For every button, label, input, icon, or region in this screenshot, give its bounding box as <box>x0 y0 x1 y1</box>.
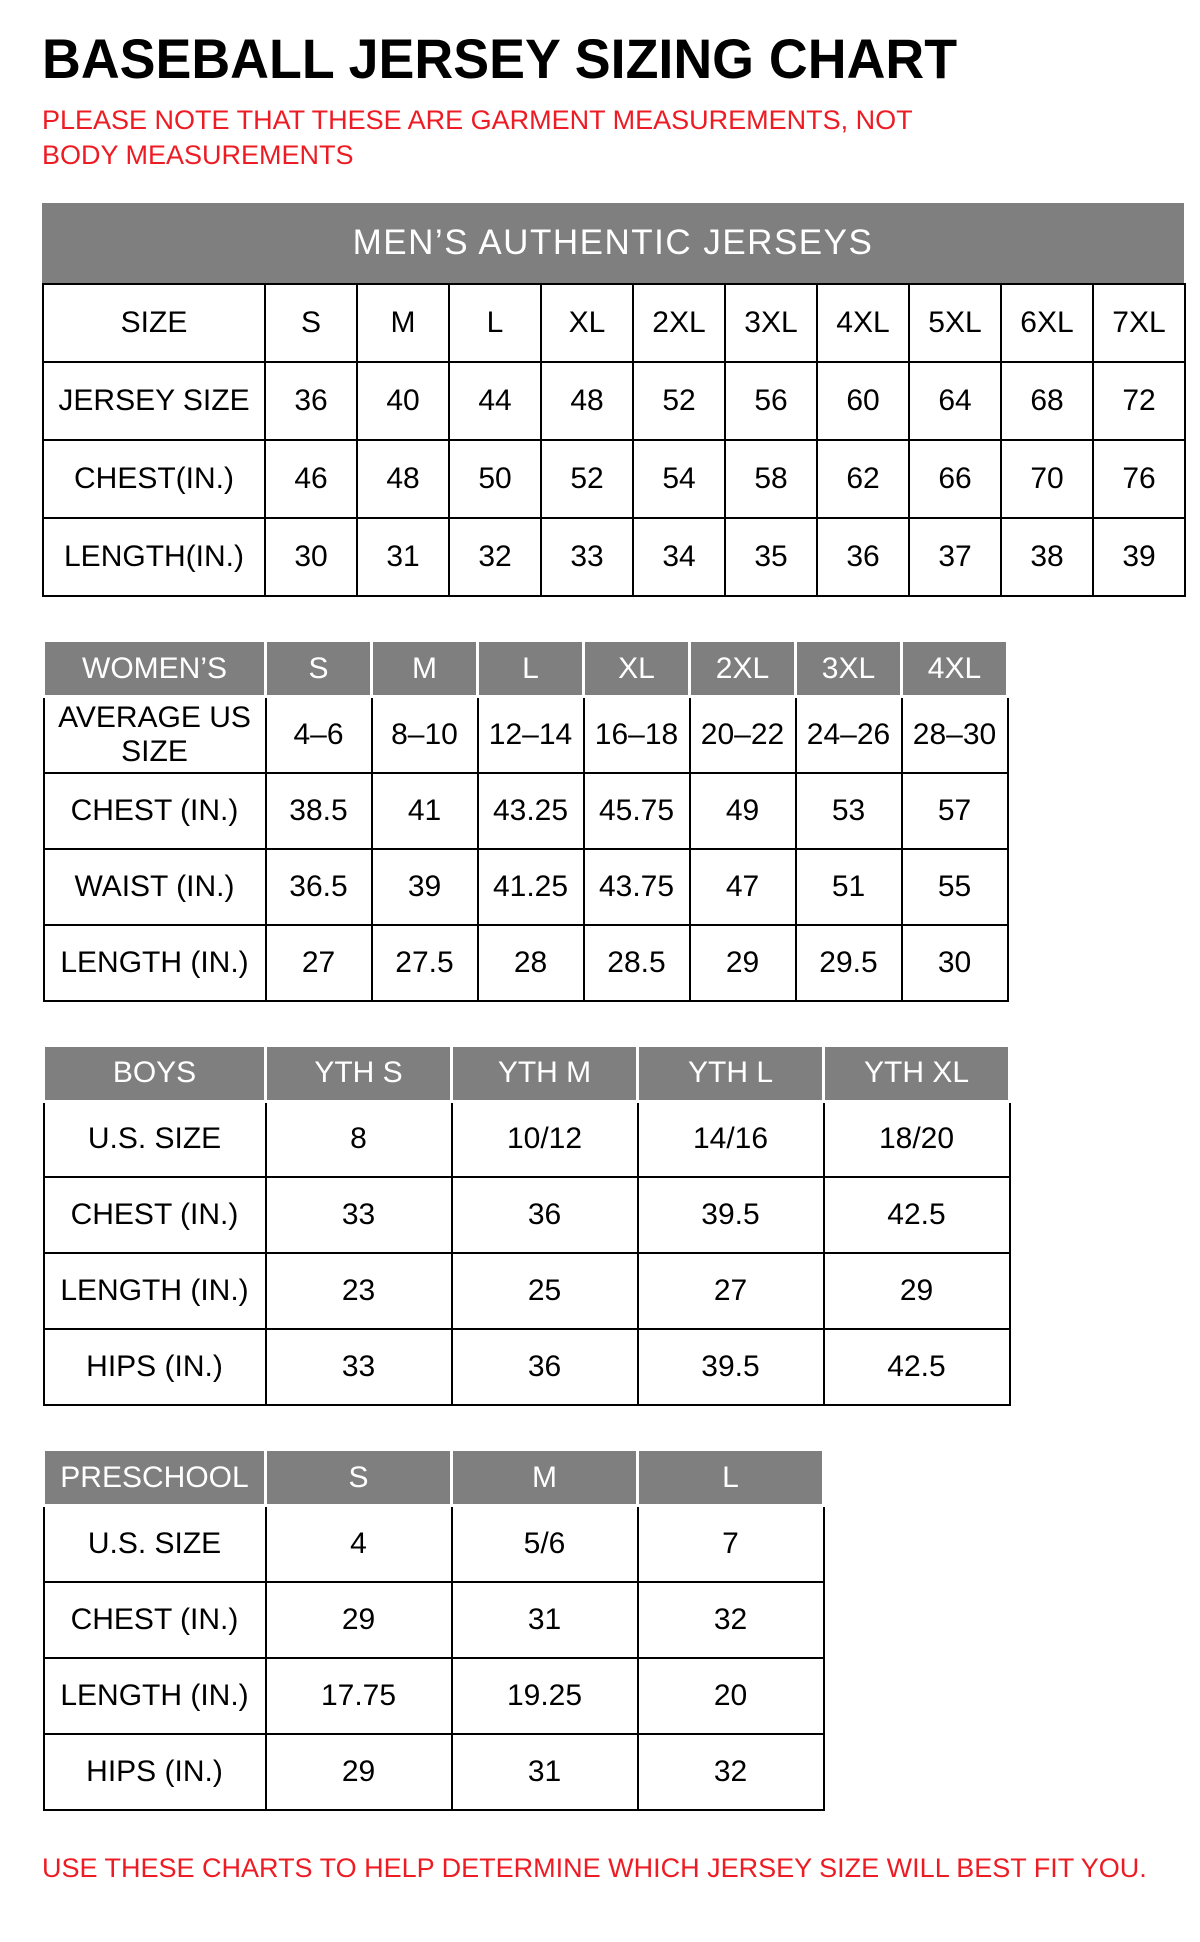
size-column-header: YTH M <box>452 1045 638 1101</box>
size-value-cell: 32 <box>449 518 541 596</box>
header-row <box>44 1450 824 1506</box>
size-value-cell: 42.5 <box>824 1329 1010 1405</box>
size-value-cell: 20–22 <box>690 697 796 773</box>
row-label: U.S. SIZE <box>44 1506 266 1582</box>
size-column-header: M <box>452 1450 638 1506</box>
size-value-cell: 19.25 <box>452 1658 638 1734</box>
table-row <box>44 1329 1010 1405</box>
size-value-cell: 48 <box>541 362 633 440</box>
size-value-cell: 39.5 <box>638 1329 824 1405</box>
table-row <box>44 697 1008 773</box>
size-value-cell: 56 <box>725 362 817 440</box>
size-value-cell: 58 <box>725 440 817 518</box>
size-value-cell: 60 <box>817 362 909 440</box>
garment-measurements-note: PLEASE NOTE THAT THESE ARE GARMENT MEASUREMENTS, NOT BODY MEASUREMENTS <box>42 105 913 171</box>
size-value-cell: 36 <box>452 1329 638 1405</box>
size-value-cell: 68 <box>1001 362 1093 440</box>
size-value-cell: 54 <box>633 440 725 518</box>
size-column-header: S <box>265 284 357 362</box>
size-value-cell: 53 <box>796 773 902 849</box>
mens-table-section <box>42 203 1184 597</box>
size-value-cell: 12–14 <box>478 697 584 773</box>
size-value-cell: 33 <box>541 518 633 596</box>
size-value-cell: 72 <box>1093 362 1185 440</box>
size-value-cell: 31 <box>452 1582 638 1658</box>
size-value-cell: 20 <box>638 1658 824 1734</box>
row-label: U.S. SIZE <box>44 1101 266 1177</box>
size-value-cell: 49 <box>690 773 796 849</box>
size-value-cell: 14/16 <box>638 1101 824 1177</box>
size-value-cell: 35 <box>725 518 817 596</box>
row-label: LENGTH (IN.) <box>44 925 266 1001</box>
size-value-cell: 51 <box>796 849 902 925</box>
boys-sizing-table <box>42 1044 1011 1407</box>
row-label: AVERAGE US SIZE <box>44 697 266 773</box>
preschool-sizing-table <box>42 1448 825 1811</box>
size-value-cell: 55 <box>902 849 1008 925</box>
size-value-cell: 36.5 <box>266 849 372 925</box>
mens-sizing-table <box>42 283 1186 597</box>
size-value-cell: 38 <box>1001 518 1093 596</box>
size-value-cell: 39 <box>372 849 478 925</box>
size-column-header: YTH L <box>638 1045 824 1101</box>
size-column-header: 4XL <box>817 284 909 362</box>
size-value-cell: 32 <box>638 1582 824 1658</box>
table-row <box>43 518 1185 596</box>
size-value-cell: 34 <box>633 518 725 596</box>
table-row <box>44 925 1008 1001</box>
table-row <box>44 1506 824 1582</box>
size-value-cell: 36 <box>452 1177 638 1253</box>
size-value-cell: 29.5 <box>796 925 902 1001</box>
size-value-cell: 27.5 <box>372 925 478 1001</box>
size-value-cell: 62 <box>817 440 909 518</box>
size-value-cell: 42.5 <box>824 1177 1010 1253</box>
size-value-cell: 18/20 <box>824 1101 1010 1177</box>
size-value-cell: 64 <box>909 362 1001 440</box>
size-column-header: 2XL <box>633 284 725 362</box>
size-value-cell: 29 <box>824 1253 1010 1329</box>
row-label: LENGTH(IN.) <box>43 518 265 596</box>
size-column-header: 3XL <box>725 284 817 362</box>
size-column-header: M <box>357 284 449 362</box>
size-value-cell: 33 <box>266 1177 452 1253</box>
size-value-cell: 30 <box>265 518 357 596</box>
size-column-header: XL <box>541 284 633 362</box>
table-row <box>44 1658 824 1734</box>
size-value-cell: 39.5 <box>638 1177 824 1253</box>
womens-sizing-table <box>42 639 1009 1002</box>
table-row <box>44 1177 1010 1253</box>
size-value-cell: 8–10 <box>372 697 478 773</box>
preschool-table-section <box>42 1448 822 1811</box>
table-name-cell: WOMEN’S <box>44 641 266 697</box>
size-value-cell: 41.25 <box>478 849 584 925</box>
size-column-header: 4XL <box>902 641 1008 697</box>
size-value-cell: 4–6 <box>266 697 372 773</box>
header-row <box>43 284 1185 362</box>
size-value-cell: 29 <box>266 1734 452 1810</box>
size-value-cell: 17.75 <box>266 1658 452 1734</box>
row-label: CHEST (IN.) <box>44 773 266 849</box>
table-name-cell: SIZE <box>43 284 265 362</box>
table-row <box>43 362 1185 440</box>
size-value-cell: 36 <box>265 362 357 440</box>
table-name-cell: PRESCHOOL <box>44 1450 266 1506</box>
size-value-cell: 43.75 <box>584 849 690 925</box>
mens-table-banner: MEN’S AUTHENTIC JERSEYS <box>42 203 1184 283</box>
size-column-header: 5XL <box>909 284 1001 362</box>
size-value-cell: 31 <box>452 1734 638 1810</box>
size-value-cell: 40 <box>357 362 449 440</box>
row-label: WAIST (IN.) <box>44 849 266 925</box>
boys-table-section <box>42 1044 1008 1407</box>
size-value-cell: 30 <box>902 925 1008 1001</box>
row-label: CHEST (IN.) <box>44 1177 266 1253</box>
size-value-cell: 52 <box>633 362 725 440</box>
size-column-header: L <box>478 641 584 697</box>
row-label: CHEST (IN.) <box>44 1582 266 1658</box>
size-value-cell: 25 <box>452 1253 638 1329</box>
size-value-cell: 37 <box>909 518 1001 596</box>
table-row <box>44 773 1008 849</box>
size-value-cell: 16–18 <box>584 697 690 773</box>
row-label: HIPS (IN.) <box>44 1734 266 1810</box>
table-name-cell: BOYS <box>44 1045 266 1101</box>
size-value-cell: 31 <box>357 518 449 596</box>
table-row <box>44 1582 824 1658</box>
table-row <box>43 440 1185 518</box>
size-value-cell: 10/12 <box>452 1101 638 1177</box>
size-column-header: M <box>372 641 478 697</box>
size-value-cell: 4 <box>266 1506 452 1582</box>
size-value-cell: 38.5 <box>266 773 372 849</box>
size-column-header: 3XL <box>796 641 902 697</box>
size-value-cell: 47 <box>690 849 796 925</box>
size-value-cell: 70 <box>1001 440 1093 518</box>
size-value-cell: 7 <box>638 1506 824 1582</box>
size-value-cell: 27 <box>266 925 372 1001</box>
size-column-header: YTH S <box>266 1045 452 1101</box>
row-label: LENGTH (IN.) <box>44 1253 266 1329</box>
header-row <box>44 641 1008 697</box>
size-value-cell: 52 <box>541 440 633 518</box>
size-value-cell: 45.75 <box>584 773 690 849</box>
size-value-cell: 66 <box>909 440 1001 518</box>
size-column-header: S <box>266 641 372 697</box>
row-label: HIPS (IN.) <box>44 1329 266 1405</box>
size-value-cell: 23 <box>266 1253 452 1329</box>
size-value-cell: 28–30 <box>902 697 1008 773</box>
size-value-cell: 44 <box>449 362 541 440</box>
row-label: LENGTH (IN.) <box>44 1658 266 1734</box>
size-value-cell: 28 <box>478 925 584 1001</box>
size-value-cell: 5/6 <box>452 1506 638 1582</box>
page-title: BASEBALL JERSEY SIZING CHART <box>42 27 958 90</box>
table-row <box>44 1101 1010 1177</box>
row-label: JERSEY SIZE <box>43 362 265 440</box>
size-value-cell: 39 <box>1093 518 1185 596</box>
size-value-cell: 48 <box>357 440 449 518</box>
size-value-cell: 33 <box>266 1329 452 1405</box>
size-value-cell: 46 <box>265 440 357 518</box>
size-column-header: YTH XL <box>824 1045 1010 1101</box>
size-value-cell: 41 <box>372 773 478 849</box>
size-column-header: S <box>266 1450 452 1506</box>
size-column-header: L <box>449 284 541 362</box>
size-value-cell: 76 <box>1093 440 1185 518</box>
footer-note: USE THESE CHARTS TO HELP DETERMINE WHICH JERSEY SIZE WILL BEST FIT YOU. <box>42 1852 1147 1883</box>
size-value-cell: 43.25 <box>478 773 584 849</box>
size-column-header: XL <box>584 641 690 697</box>
size-value-cell: 32 <box>638 1734 824 1810</box>
womens-table-section <box>42 639 1006 1002</box>
size-value-cell: 27 <box>638 1253 824 1329</box>
header-row <box>44 1045 1010 1101</box>
size-value-cell: 29 <box>266 1582 452 1658</box>
size-value-cell: 57 <box>902 773 1008 849</box>
size-value-cell: 8 <box>266 1101 452 1177</box>
size-column-header: L <box>638 1450 824 1506</box>
size-column-header: 2XL <box>690 641 796 697</box>
size-value-cell: 24–26 <box>796 697 902 773</box>
size-value-cell: 36 <box>817 518 909 596</box>
size-value-cell: 50 <box>449 440 541 518</box>
size-column-header: 7XL <box>1093 284 1185 362</box>
size-value-cell: 29 <box>690 925 796 1001</box>
row-label: CHEST(IN.) <box>43 440 265 518</box>
table-row <box>44 1734 824 1810</box>
size-value-cell: 28.5 <box>584 925 690 1001</box>
table-row <box>44 1253 1010 1329</box>
size-column-header: 6XL <box>1001 284 1093 362</box>
table-row <box>44 849 1008 925</box>
